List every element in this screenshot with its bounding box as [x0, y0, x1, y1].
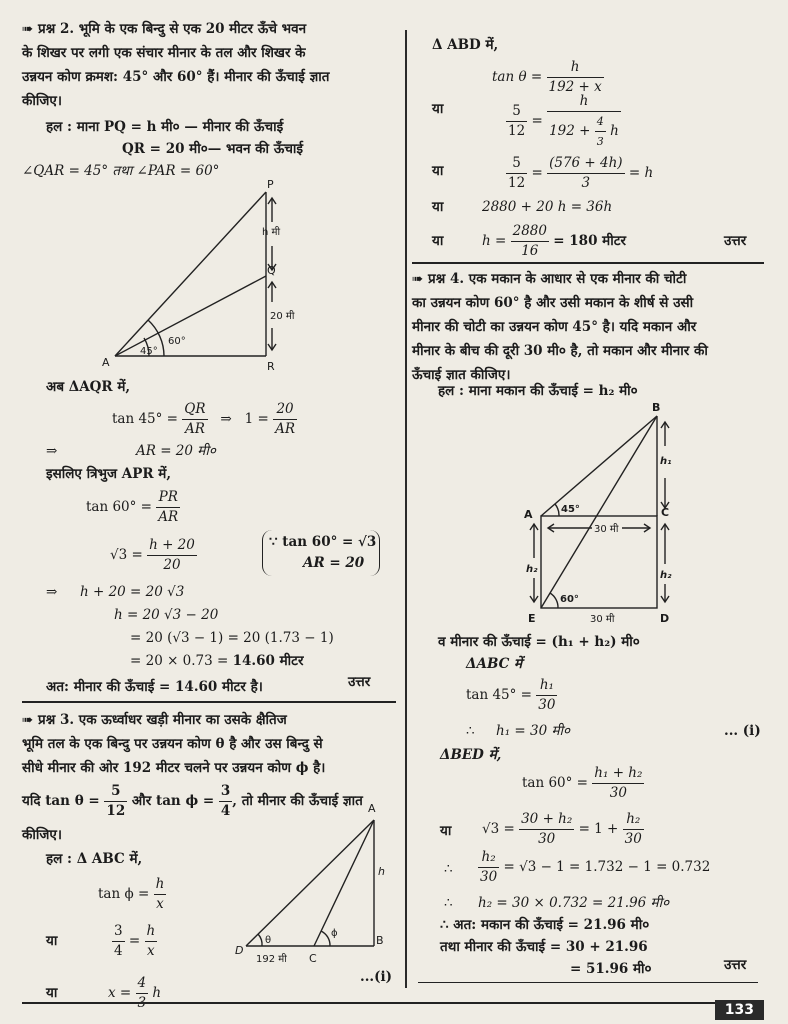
rc-tantheta-eq: tan θ = $\frac{h}{192 + x}$	[492, 59, 602, 95]
q4-h2-over-30: $\frac{\text{h₂}}{30}$	[624, 811, 642, 847]
q4-tower-height: तथा मीनार की ऊँचाई = 30 + 21.96	[440, 939, 648, 955]
q2-label-45: 45°	[140, 346, 158, 357]
q4-title-line-4: मीनार के बीच की दूरी 30 मी० है, तो मकान और मीनार की	[412, 343, 708, 359]
q2-triangle-diagram	[100, 178, 300, 373]
q3-eq-i: ...(i)	[360, 969, 393, 985]
q2-title-line-3: उन्नयन कोण क्रमश: 45° और 60° हैं। मीनार की ऊँचाई ज्ञात	[22, 69, 330, 85]
q3-label-a: A	[368, 802, 376, 815]
q4-label-h1: h₁	[660, 456, 672, 467]
q4-arc-45	[555, 504, 559, 516]
q2-hal-2: QR = 20 मी०— भवन की ऊँचाई	[122, 141, 304, 157]
q3-title-line-1: ➠ प्रश्न 3. एक ऊर्ध्वाधर खड़ी मीनार का उसके क्षैतिज	[22, 712, 287, 728]
q3-ya-1: या	[46, 933, 58, 949]
q3-line-ca	[314, 820, 374, 946]
q2-label-r: R	[267, 360, 275, 373]
q3-label-phi: ϕ	[331, 928, 338, 939]
q3-arc-phi	[321, 931, 330, 946]
q2-label-60: 60°	[168, 336, 186, 347]
q3-h-over-x: $\frac{h}{x}$	[155, 876, 165, 912]
q2-since-bracket	[262, 530, 380, 576]
q3-label-theta: θ	[265, 935, 272, 946]
q2-tan60-eq: tan 60° = $\frac{PR}{AR}$	[86, 489, 179, 525]
rc-ya-2: या	[432, 163, 444, 179]
q3-label-192: 192 मी	[256, 954, 287, 965]
q4-therefore-3: ∴	[444, 895, 453, 911]
q3-hal: हल : Δ ABC में,	[46, 851, 143, 867]
q4-sqrt3-eq: √3 = $\frac{\text{30 + h₂}}{30}$ = 1 + $\frac{\text{h₂}}{30}$	[482, 811, 642, 847]
q4-label-e: E	[528, 612, 536, 625]
q2-label-20m: 20 मी	[270, 311, 295, 322]
rc-ya-4: या	[432, 233, 444, 249]
q2-20-over-ar: $\frac{20}{AR}$	[275, 401, 296, 437]
q2-step-3: = 20 (√3 − 1) = 20 (1.73 − 1)	[130, 630, 334, 646]
q4-bed: ΔBED में,	[440, 747, 502, 763]
q2-arrow-2: ⇒	[46, 584, 58, 600]
q4-abc: ΔABC में	[466, 656, 523, 672]
column-divider	[405, 30, 407, 988]
q3-label-d: D	[235, 944, 244, 957]
q4-title-line-2: का उन्नयन कोण 60° है और उसी मकान के शीर्ष से उसी	[412, 295, 694, 311]
q4-ya: या	[440, 823, 452, 839]
q2-line-ap	[115, 192, 266, 356]
q2-hplus20-frac: $\frac{h + 20}{20}$	[149, 537, 195, 573]
q4-h1h2-over-30: $\frac{\text{h₁ + h₂}}{30}$	[594, 765, 643, 801]
q2-hal-1: हल : माना PQ = h मी० — मीनार की ऊँचाई	[46, 119, 284, 135]
q3-triangle-diagram	[232, 800, 397, 965]
q3-tanphi-eq: tan ϕ = $\frac{h}{x}$	[98, 876, 165, 912]
q2-title-line-1: ➠ प्रश्न 2. भूमि के एक बिन्दु से एक 20 मीटर ऊँचे भवन	[22, 21, 307, 37]
q2-step-1: h + 20 = 20 √3	[80, 584, 185, 600]
q4-label-d: D	[660, 612, 670, 625]
bullet-arrow-icon: ➠	[22, 712, 34, 728]
rc-ya-1: या	[432, 101, 444, 117]
q2-answer-label: उत्तर	[348, 674, 371, 690]
q4-eq-i: ... (i)	[724, 723, 761, 739]
q2-label-q: Q	[267, 264, 276, 277]
q3-ya-2: या	[46, 985, 58, 1001]
q4-minar: व मीनार की ऊँचाई = (h₁ + h₂) मी०	[438, 634, 640, 650]
q4-therefore-1: ∴	[466, 723, 475, 739]
q2-step-4: = 20 × 0.73 = 14.60 मीटर	[130, 653, 304, 669]
q2-since-line-2: AR = 20	[303, 555, 365, 571]
q4-tower-height-2: = 51.96 मी०	[570, 961, 652, 977]
q4-house-height: ∴ अत: मकान की ऊँचाई = 21.96 मी०	[440, 917, 650, 933]
rc-eq-3: $\frac{5}{12}$ = $\frac{(576 + 4h)}{3}$ = h	[508, 155, 654, 191]
q3-ratio-eq: $\frac{3}{4}$ = $\frac{h}{x}$	[114, 923, 156, 959]
rc-4-over-3: $\frac{4}{3}$	[595, 112, 606, 151]
q2-since-line-1: ∵ tan 60° = √3	[269, 534, 377, 550]
q4-h2-over-30-b: $\frac{\text{h₂}}{30}$	[480, 849, 498, 885]
q3-x-eq: x = 4 h	[108, 974, 161, 1013]
rc-ya-3: या	[432, 199, 444, 215]
q4-answer-label: उत्तर	[724, 957, 747, 973]
rc-5-over-12-b: $\frac{5}{12}$	[508, 155, 526, 191]
q2-title-line-2: के शिखर पर लगी एक संचार मीनार के तल और शिखर के	[22, 45, 306, 61]
bullet-arrow-icon: ➠	[412, 271, 424, 287]
q3-arc-theta	[258, 934, 262, 946]
q2-separator	[22, 701, 396, 703]
q3-answer-label: उत्तर	[724, 233, 747, 249]
q2-arrow-1: ⇒	[46, 443, 58, 459]
q2-tan45-frac: $\frac{QR}{AR}$	[184, 401, 206, 437]
q4-h2-eq: h₂ = 30 × 0.732 = 21.96 मी०	[478, 895, 670, 911]
q2-title-line-4: कीजिए।	[22, 93, 62, 109]
q4-tan45-eq: tan 45° = $\frac{\text{h₁}}{30}$	[466, 677, 556, 713]
q4-label-b: B	[652, 401, 661, 414]
q4-30h2-over-30: $\frac{\text{30 + h₂}}{30}$	[521, 811, 573, 847]
q4-title-line-1: ➠ प्रश्न 4. एक मकान के आधार से एक मीनार की चोटी	[412, 271, 687, 287]
rc-5-over-12: $\frac{5}{12}$	[508, 103, 526, 139]
q2-angles: ∠QAR = 45° तथा ∠PAR = 60°	[22, 163, 220, 179]
q2-label-p: P	[267, 178, 274, 191]
q4-tan60-eq: tan 60° = $\frac{\text{h₁ + h₂}}{30}$	[522, 765, 643, 801]
q4-label-h2-right: h₂	[660, 570, 672, 581]
q2-ab-triangle: अब ΔAQR में,	[46, 379, 131, 395]
q2-tan60-frac: $\frac{PR}{AR}$	[158, 489, 179, 525]
bottom-rule	[22, 1002, 742, 1004]
q4-label-30m-top: 30 मी	[594, 524, 619, 535]
q3-label-b: B	[376, 934, 384, 947]
q3-line-da	[246, 820, 374, 946]
q2-isliye: इसलिए त्रिभुज APR में,	[46, 466, 172, 482]
q2-sqrt3-eq: √3 = $\frac{h + 20}{20}$	[110, 537, 195, 573]
rc-eq-4: 2880 + 20 h = 36h	[482, 199, 613, 215]
q4-diagram	[520, 400, 690, 626]
q4-arc-60	[550, 593, 558, 608]
q2-final-answer: अत: मीनार की ऊँचाई = 14.60 मीटर है।	[46, 679, 263, 695]
q4-label-c: C	[661, 506, 670, 519]
q4-label-h2-left: h₂	[526, 564, 538, 575]
q3-label-c: C	[309, 952, 317, 965]
q4-therefore-2: ∴	[444, 861, 453, 877]
q4-h2-frac-eq: $\frac{\text{h₂}}{30}$ = √3 − 1 = 1.732 − 1 = 0.732	[480, 849, 711, 885]
q3-kijiye: कीजिए।	[22, 827, 62, 843]
q2-ar-eq: AR = 20 मी०	[136, 443, 216, 459]
q4-label-30m-bottom: 30 मी	[590, 614, 615, 625]
q3-tan-phi-frac: $\frac{3}{4}$	[220, 783, 231, 819]
q4-h1-over-30: $\frac{\text{h₁}}{30}$	[538, 677, 556, 713]
q3-h-over-x-2: $\frac{h}{x}$	[146, 923, 156, 959]
q4-separator	[418, 982, 758, 983]
q3-3-over-4: $\frac{3}{4}$	[114, 923, 123, 959]
q4-line-ab	[541, 416, 657, 516]
q3-separator	[412, 262, 764, 264]
page-number: 133	[715, 1000, 764, 1020]
q2-step-2: h = 20 √3 − 20	[114, 607, 219, 623]
rc-2880-over-16: $\frac{2880}{16}$	[512, 223, 547, 259]
rc-576-over-3: $\frac{(576 + 4h)}{3}$	[549, 155, 623, 191]
rc-h-over-192x: $\frac{h}{192 + x}$	[548, 59, 602, 95]
q2-line-aq	[115, 276, 266, 356]
q4-title-line-5: ऊँचाई ज्ञात कीजिए।	[412, 367, 511, 383]
q2-tan45-eq: tan 45° = $\frac{QR}{AR}$ ⇒ 1 = $\frac{20}{AR}$	[112, 401, 296, 437]
q3-label-h: h	[378, 865, 385, 878]
q4-h1-eq: h₁ = 30 मी०	[496, 723, 571, 739]
q3-4-over-3: 4	[136, 974, 149, 1013]
q4-hal: हल : माना मकान की ऊँचाई = h₂ मी०	[438, 383, 638, 399]
rc-abd: Δ ABD में,	[432, 37, 499, 53]
rc-h-over-192-4h3: h 192 + $\frac{4}{3}$ h	[547, 92, 621, 151]
rc-eq-5: h = $\frac{2880}{16}$ = 180 मीटर	[482, 223, 627, 259]
rc-eq-2: $\frac{5}{12}$ = h 192 + $\frac{4}{3}$ h	[506, 92, 621, 151]
q2-label-a: A	[102, 356, 110, 369]
q3-tan-theta-frac: $\frac{5}{12}$	[106, 783, 126, 819]
bullet-arrow-icon: ➠	[22, 21, 34, 37]
q4-title-line-3: मीनार की चोटी का उन्नयन कोण 45° है। यदि मकान और	[412, 319, 697, 335]
q2-label-h: h मी	[262, 227, 281, 238]
q4-label-60: 60°	[560, 594, 579, 605]
q3-title-line-3: सीधे मीनार की ओर 192 मीटर चलने पर उन्नयन कोण ϕ है।	[22, 760, 326, 776]
q3-title-line-4: यदि tan θ = $\frac{5}{12}$ और tan ϕ = $\frac{3}{4}$ , तो मीनार की ऊँचाई ज्ञात	[22, 783, 363, 819]
q4-label-a: A	[524, 508, 533, 521]
q4-label-45: 45°	[561, 504, 580, 515]
q3-title-line-2: भूमि तल के एक बिन्दु पर उन्नयन कोण θ है और उस बिन्दु से	[22, 736, 323, 752]
